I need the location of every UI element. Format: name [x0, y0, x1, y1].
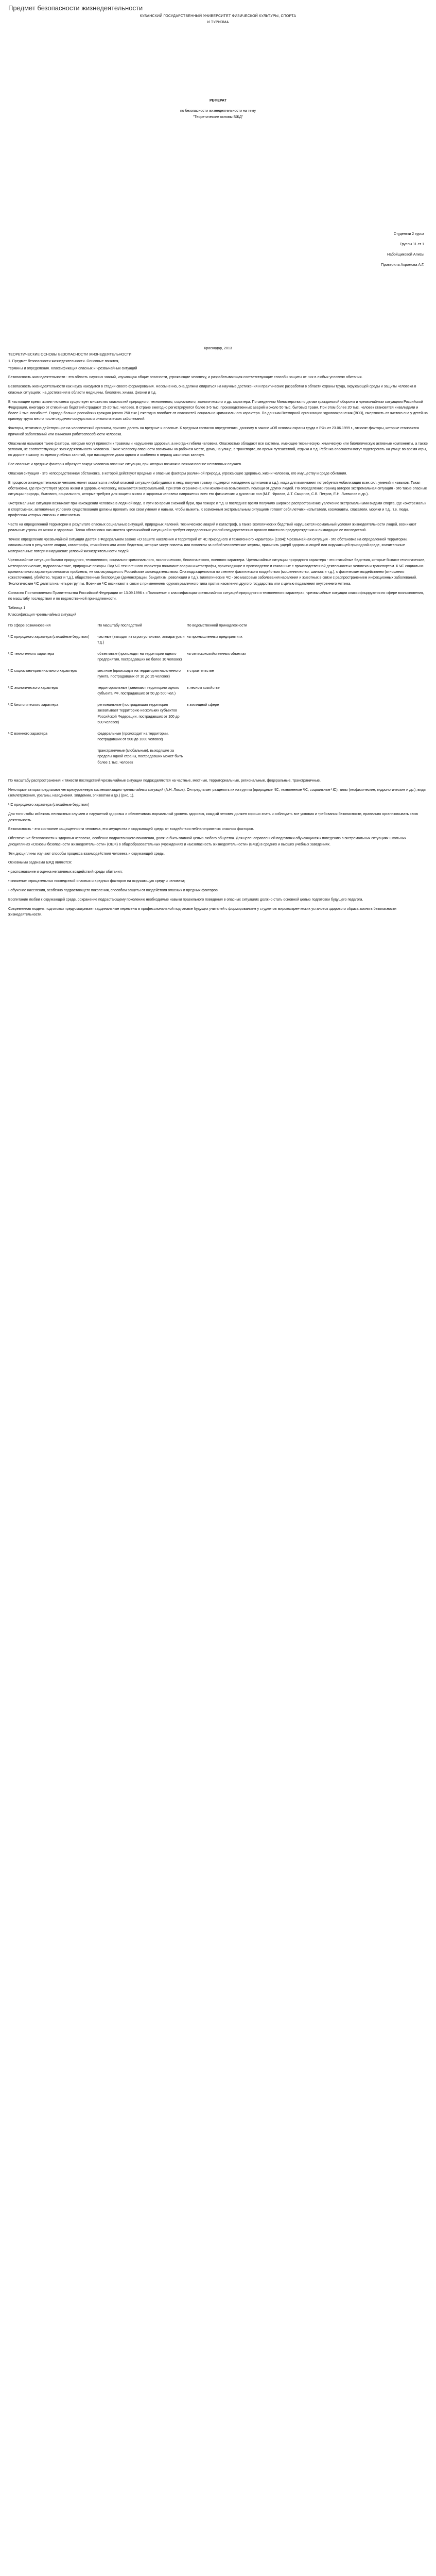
table-cell: на сельскохозяйственных объектах — [186, 652, 246, 656]
paragraph: Эти дисциплины изучают способы процесса взаимодействия человека и окружающей среды. — [8, 852, 166, 856]
section-subheading-2: термины и определения. Классификация опасных и чрезвычайных ситуаций — [8, 366, 137, 370]
table-cell: в строительстве — [186, 669, 214, 673]
table-cell: федеральные (происходит на территории, пострадавших от 500 до 1000 человек) — [97, 732, 169, 742]
topic-line-2: "Теоретические основы БЖД" — [193, 115, 243, 119]
paragraph-group-b — [8, 778, 428, 918]
table-row — [8, 633, 276, 650]
paragraph: В процессе жизнедеятельности человек может оказаться в любой опасной ситуации (заблудился в лесу, получил травму, подвергся нападению хулиганов и т.д.), когда для выживания потребуется мобилизация всех сил, умений и навыков. Такая обстановка, где присутствует угроза жизни и здоровью человеку, называется экстремальной. При этом ограничена или исключена возможность помощи от других людей. По определению границ авторов экстремальная ситуация - это такие опасные ситуации природы, бытового, социального, которые требуют для защиты жизни и здоровья человека напряжения всех его физических и духовных сил (М.П. Фролов, А.Т. Смирнов, С.В. Петров, Е.Н. Литвинов и др.). — [8, 481, 427, 497]
referat-label: РЕФЕРАТ — [209, 99, 227, 103]
table-row — [8, 667, 276, 684]
paragraph: • снижение отрицательных последствий опасных и вредных факторов на окружающую среду и человека; — [8, 879, 185, 884]
paragraph: Все опасные и вредные факторы образуют вокруг человека опасные ситуации, при которых возможно возникновение негативных случаев. — [8, 463, 242, 467]
table-cell: местные (происходят на территории населенного пункта, пострадавших от 10 до 15 человек) — [97, 669, 181, 679]
paragraph: По масштабу распространения и тяжести последствий чрезвычайные ситуации подразделяются на частные, местные, территориальные, региональные, федеральные, трансграничные. — [8, 779, 321, 783]
table-caption-2: Классификация чрезвычайных ситуаций — [8, 613, 77, 617]
table-cell: ЧС природного характера (стихийные бедствия) — [8, 635, 90, 639]
author-line: Проверила Ахромова А.Г. — [381, 263, 424, 267]
paragraph: Некоторые авторы предлагают четырехуровневую систематизацию чрезвычайных ситуаций (А.Н. Ляхов). Он предлагает разделять их на группы (природные ЧС, техногенные ЧС, социальные ЧС), типы (геофизические, гидрологические и др.), виды (землетрясения, ураганы, наводнения, эпидемии, эпизоотии и др.) (рис. 1). — [8, 788, 426, 798]
author-line: Студентки 2 курса — [393, 232, 424, 236]
table-cell: ЧС биологического характера — [8, 703, 59, 707]
paragraph: Безопасность - это состояние защищенности человека, его имущества и окружающей среды от воздействия неблагоприятных опасных факторов. — [8, 827, 254, 832]
table-row — [8, 701, 276, 730]
paragraph: В настоящее время жизни человека существует множество опасностей природного, техногенного, социального, экологического и др. характера. По сведениям Министерства по делам гражданской обороны и чрезвычайным ситуациям Российской Федерации, ежегодно от стихийных бедствий страдают 15-20 тыс. человек. В стране ежегодно регистрируется более 3-5 тыс. производственных аварий и около 50 тыс. бытовых травм. При этом более 20 тыс. человек становятся инвалидами и более 2 тыс. погибают¹. Гораздо больше российских граждан (около 250 тыс.) ежегодно погибает от опасностей социально-криминального характера. По данным Всемирной организации здравоохранения (ВОЗ), смертность от чистого сна у детей на примеру трупа место после сердечно-сосудистых и онкологических заболеваний. — [8, 400, 428, 421]
paragraph: Воспитание любви к окружающей среде, сохранение подрастающему поколению необходимые навыки правильного поведения в опасных ситуациях должно стать основной целью подготовки будущего педагога. — [8, 897, 363, 902]
table-cell: в жилищной сфере — [186, 703, 219, 707]
paragraph: • распознавание и оценка негативных воздействий среды обитания; — [8, 870, 123, 874]
table-cell — [8, 747, 97, 770]
section-subheading: 1. Предмет безопасности жизнедеятельности. Основные понятия, — [8, 360, 119, 364]
document-title: Предмет безопасности жизнедеятельности — [8, 4, 143, 12]
table-row — [8, 650, 276, 667]
document-body — [8, 352, 428, 918]
table-row — [8, 684, 276, 701]
university-line-1: КУБАНСКИЙ ГОСУДАРСТВЕННЫЙ УНИВЕРСИТЕТ ФИЗИЧЕСКОЙ КУЛЬТУРЫ, СПОРТА — [139, 14, 297, 18]
table-cell: объектовые (происходят на территории одного предприятия, пострадавших не более 10 человек) — [97, 652, 182, 662]
paragraph: Основными задачами БЖД являются: — [8, 861, 72, 865]
table-cell — [187, 747, 276, 770]
paragraph: Опасными называют такие факторы, которые могут привести к травмам и нарушению здоровья, а иногда-к гибели человека. Опасностью обладают все системы, имеющие техническую, химическую или биологическую активные компоненты, а также условия, не соответствующие жизнедеятельности человека. Такие человеку опасности возможны на рабочем месте, дома, на улице, в транспорте, во время путешествий, отдыха и т.д. Ребенка опасности могут подстерегать на улице во время игры, по дороге в школу, во время учебных занятий, при нахождении дома одного и особенно в период школьных каникул. — [8, 442, 428, 457]
table-cell: ЧС социально-криминального характера — [8, 669, 77, 673]
table-row — [8, 730, 276, 747]
author-line: Группы 11 ст 1 — [399, 243, 424, 246]
paragraph: Согласно Постановлению Правительства Российской Федерации от 13.09.1996 г. «Положение о классификации чрезвычайных ситуаций природного и техногенного характера», чрезвычайные ситуации классифицируются по сфере возникновения, по масштабу последствия и по ведомственной принадлежности. — [8, 591, 424, 601]
table-header-cell: По масштабу последствий — [97, 624, 142, 628]
paragraph-group-a — [8, 375, 428, 602]
topic-line-1: по безопасности жизнедеятельности на тему — [180, 109, 256, 113]
paragraph: Факторы, негативно действующие на человеческий организм, принято делить на вредные и опасные. К вредным согласно определению, данному в законе «Об основах охраны труда в РФ» от 23.06.1999 г., относят факторы, которые становятся причиной заболеваний или снижения работоспособности человека. — [8, 427, 419, 436]
table-row — [8, 747, 276, 770]
paragraph: Современная модель подготовки предусматривает кардинальные перемены в профессиональной подготовке будущих учителей с формированием у студентов мировоззренческих установок здорового образа жизни в безопасности жизнедеятельности. — [8, 907, 396, 917]
paragraph: Точное определение чрезвычайной ситуации дается в Федеральном законе «О защите населения и территорий от ЧС природного и техногенного характера» (1994): Чрезвычайная ситуация - это обстановка на определенной территории, сложившаяся в результате аварии, катастрофы, стихийного или иного бедствия, которые могут повлечь или повлекли за собой человеческие жертвы, причинить ущерб здоровью людей или окружающей природной среде, значительные материальные потери и нарушение условий жизнедеятельности людей. — [8, 537, 408, 553]
table-cell: ЧС военного характера — [8, 732, 48, 736]
table-header-cell: По сфере возникновения — [8, 624, 51, 628]
paragraph: Чрезвычайные ситуации бывают природного, техногенного, социально-криминального, экологического, биологического, военного характера. Чрезвычайные ситуации природного характера - это стихийные бедствия, которые бывают геологические, метеорологические, гидрологические, природные пожары. Под ЧС техногенного характера понимают аварии и катастрофы, происходящие в производстве и связанные с производственной деятельностью человека и транспортом. К ЧС социально-криминального характера относятся проблемы, не согласующиеся с Российским законодательством. Она подразделяются по степени фактического воздействия (мошенничество, шантаж и т.д.), с физическим воздействием (отношения (ожесточение), убийство, теракт и т.д.), общественные беспорядки (демонстрации, бандитизм, революция и т.д.). Биологические ЧС - это массовые заболевания населения и животных в связи с распространением инфекционных заболеваний. Экологические ЧС делятся на четыре группы. Военные ЧС возникают в связи с применением оружия различного типа против населения другого государства или с целью подавления внутреннего мятежа. — [8, 558, 426, 586]
table-cell: ЧС экологического характера — [8, 686, 58, 690]
paragraph: Опасная ситуация - это непосредственная обстановка, в которой действуют вредные и опасные факторы различной природы, угрожающие здоровью, жизни человека, его имуществу и среде обитания. — [8, 471, 347, 476]
table-cell: на промышленных предприятиях — [186, 635, 242, 639]
classification-table — [8, 622, 276, 770]
table-cell: ЧС техногенного характера — [8, 652, 54, 656]
table-cell: региональные (пострадавшая территория захватывает территорию нескольких субъектов Российской Федерации, пострадавших от 100 до 500 человек) — [97, 703, 180, 725]
paragraph: ЧС природного характера (стихийные бедствия) — [8, 803, 90, 807]
table-cell: частные (выходят из строя установки, аппаратура и т.д.) — [97, 635, 185, 645]
city-year: Краснодар, 2013 — [204, 347, 232, 350]
paragraph: • обучение населения, особенно подрастающего поколения, способам защиты от воздействия опасных и вредных факторов. — [8, 889, 219, 893]
table-cell: трансграничные (глобальные), выходящие за пределы одной страны, пострадавших может быть более 1 тыс. человек — [97, 749, 183, 765]
paragraph: Безопасность жизнедеятельности как наука находится в стадии своего формирования. Несомненно, она должна опираться на научные достижения и практические разработки в области охраны труда, окружающей среды и защиты человека в опасных ситуациях, на достижения в области медицины, биологии, химии, физики и т.д. — [8, 385, 416, 395]
section-heading: ТЕОРЕТИЧЕСКИЕ ОСНОВЫ БЕЗОПАСНОСТИ ЖИЗНЕДЕЯТЕЛЬНОСТИ — [8, 353, 132, 357]
paragraph: Безопасность жизнедеятельности - это область научных знаний, изучающая общие опасности, угрожающие человеку, и разрабатывающая соответствующие способы защиты от них в любых условиях обитания. — [8, 376, 363, 380]
author-line: Набойщиковой Алисы — [387, 253, 424, 257]
university-line-2: И ТУРИЗМА — [207, 21, 229, 24]
table-caption: Таблица 1 — [8, 606, 26, 610]
paragraph: Обеспечение безопасности и здоровья человека, особенно подрастающего поколения, должно быть главной целью любого общества. Для целенаправленной подготовки обучающихся к поведению в экстремальных ситуациях школьных дисциплинах «Основы безопасности жизнедеятельности» (ОБЖ) в общеобразовательных учреждениях и «Безопасность жизнедеятельности» (БЖД) в средних и высших учебных заведениях. — [8, 837, 407, 846]
paragraph: Для того чтобы избежать несчастных случаев и нарушений здоровья и обеспечивать нормальный уровень здоровья, каждый человек должен хорошо знать и соблюдать все условия и требования безопасности, правильно организовывать свою деятельность. — [8, 812, 418, 822]
table-header-row — [8, 622, 276, 633]
table-cell: в лесном хозяйстве — [186, 686, 220, 690]
paragraph: Часто на определенной территории в результате опасных социальных ситуаций, природных явлений, технического аварий и катастроф, а также экологических бедствий нарушаются нормальный условия жизнедеятельности людей, возникают реальные угрозы их жизни и здоровью. Такая обстановка называется чрезвычайной ситуацией и требует определенных усилий государственных органов власти по предупреждению и ликвидации ее последствий. — [8, 522, 416, 533]
paragraph: Экстремальные ситуации возникают при нахождении человека в ледяной воде, в пути во время снежной бури, при пожаре и т.д. В последнее время получило широкое распространение увлечение экстремальными видами спорта, где «экстремаль» в спортсменах, автономных условиях существования должны проявить все свои умения и навыки, чтобы выжить. К возможным экстремальным ситуациям готовят себя летчики-испытатели, космонавты, спасатели, моряки и т.д., т.е. люди, профессии которых связаны с опасностью. — [8, 502, 426, 517]
table-header-cell: По ведомственной принадлежности — [186, 624, 247, 628]
table-cell: территориальные (занимают территорию одного субъекта РФ, пострадавших от 50 до 500 чел.) — [97, 686, 180, 696]
table-cell — [187, 730, 276, 747]
